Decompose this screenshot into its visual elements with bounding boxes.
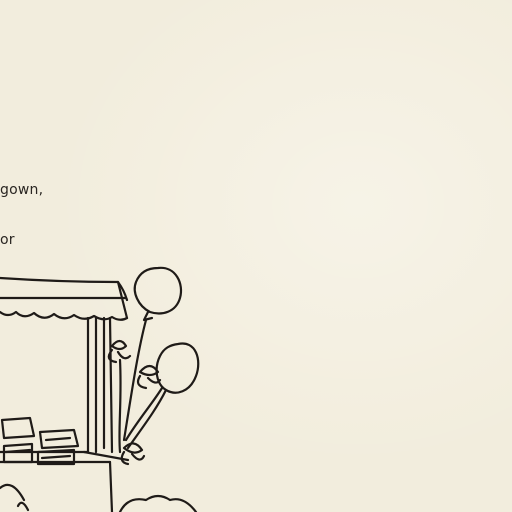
text-line-1: gown, bbox=[0, 182, 44, 198]
cart-goods bbox=[2, 418, 78, 464]
awning bbox=[0, 278, 127, 320]
text-line-2: or bbox=[0, 232, 15, 248]
cart-frame bbox=[0, 318, 112, 512]
balloon-strings bbox=[84, 360, 128, 460]
wheels bbox=[120, 496, 196, 512]
